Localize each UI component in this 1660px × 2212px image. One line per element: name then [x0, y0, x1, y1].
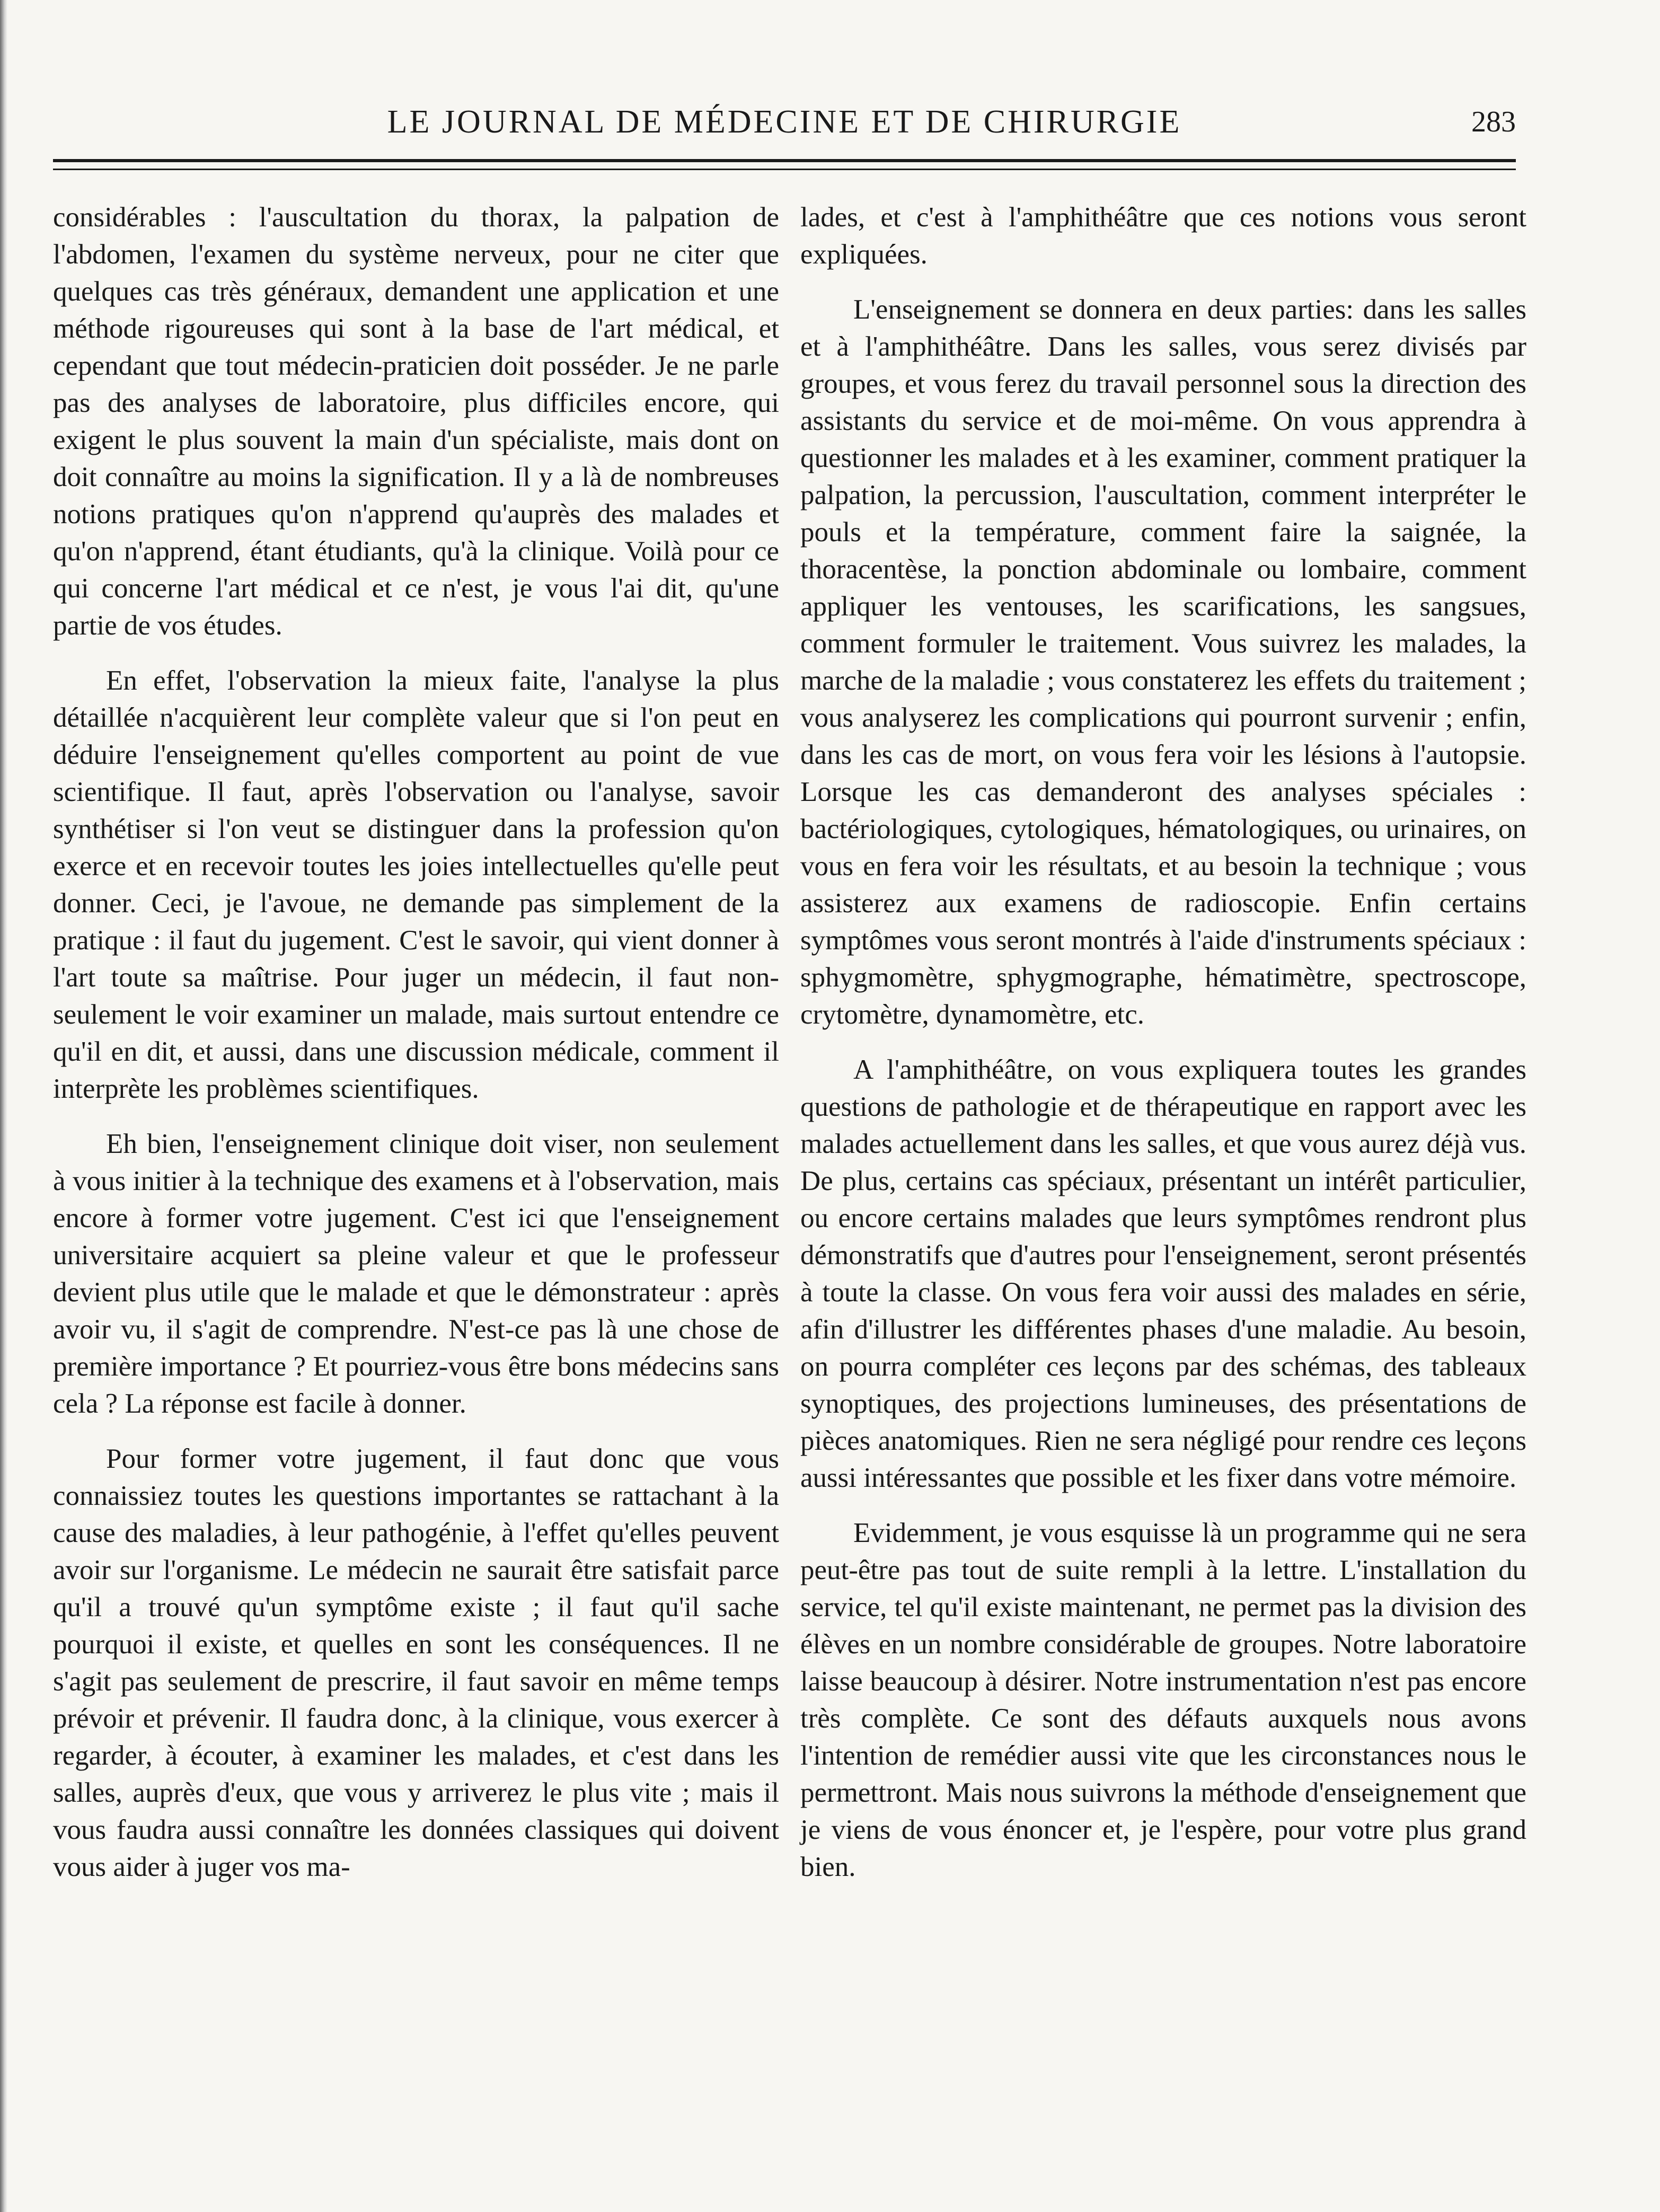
- running-title: LE JOURNAL DE MÉDECINE ET DE CHIRURGIE: [387, 104, 1182, 140]
- paragraph: considérables : l'auscultation du thorax, la palpation de l'abdomen, l'examen du système nerveux, pour ne citer que quelques cas très généraux, demandent une application et une méthode rigoureuses qui sont à la base de l'art médical, et cependant que tout médecin-praticien doit posséder. Je ne parle pas des analyses de laboratoire, plus difficiles encore, qui exigent le plus souvent la main d'un spécialiste, mais dont on doit connaître au moins la signification. Il y a là de nombreuses notions pratiques qu'on n'apprend qu'auprès des malades et qu'on n'apprend, étant étudiants, qu'à la clinique. Voilà pour ce qui concerne l'art médical et ce n'est, je vous l'ai dit, qu'une partie de vos études.: [53, 202, 779, 641]
- paragraph: Eh bien, l'enseignement clinique doit viser, non seulement à vous initier à la technique des examens et à l'observation, mais encore à former votre jugement. C'est ici que l'enseignement universitaire acquiert sa pleine valeur et que le professeur devient plus utile que le malade et que le démonstrateur : après avoir vu, il s'agit de comprendre. N'est-ce pas là une chose de première importance ? Et pourriez-vous être bons médecins sans cela ? La réponse est facile à donner.: [53, 1129, 779, 1419]
- left-column: [53, 199, 779, 1885]
- paragraph: A l'amphithéâtre, on vous expliquera toutes les grandes questions de pathologie et de thérapeutique en rapport avec les malades actuellement dans les salles, et que vous aurez déjà vus. De plus, certains cas spéciaux, présentant un intérêt particulier, ou encore certains malades que leurs symptômes rendront plus démonstratifs que d'autres pour l'enseignement, seront présentés à toute la classe. On vous fera voir aussi des malades en série, afin d'illustrer les différentes phases d'une maladie. Au besoin, on pourra compléter ces leçons par des schémas, des tableaux synoptiques, des projections lumineuses, des présentations de pièces anatomiques. Rien ne sera négligé pour rendre ces leçons aussi intéressantes que possible et les fixer dans votre mémoire.: [800, 1054, 1526, 1493]
- paragraph: En effet, l'observation la mieux faite, l'analyse la plus détaillée n'acquièrent leur complète valeur que si l'on peut en déduire l'enseignement qu'elles comportent au point de vue scientifique. Il faut, après l'observation ou l'analyse, savoir synthétiser si l'on veut se distinguer dans la profession qu'on exerce et en recevoir toutes les joies intellectuelles qu'elle peut donner. Ceci, je l'avoue, ne demande pas simplement de la pratique : il faut du jugement. C'est le savoir, qui vient donner à l'art toute sa maîtrise. Pour juger un médecin, il faut non-seulement le voir examiner un malade, mais surtout entendre ce qu'il en dit, et aussi, dans une discussion médicale, comment il interprète les problèmes scientifiques.: [53, 665, 779, 1104]
- paragraph: Evidemment, je vous esquisse là un programme qui ne sera peut-être pas tout de suite rempli à la lettre. L'installation du service, tel qu'il existe maintenant, ne permet pas la division des élèves en un nombre considérable de groupes. Notre laboratoire laisse beaucoup à désirer. Notre instrumentation n'est pas encore très complète. Ce sont des défauts auxquels nous avons l'intention de remédier aussi vite que les circonstances nous le permettront. Mais nous suivrons la méthode d'enseignement que je viens de vous énoncer et, je l'espère, pour votre plus grand bien.: [800, 1518, 1526, 1882]
- paragraph: L'enseignement se donnera en deux parties: dans les salles et à l'amphithéâtre. Dans les salles, vous serez divisés par groupes, et vous ferez du travail personnel sous la direction des assistants du service et de moi-même. On vous apprendra à questionner les malades et à les examiner, comment pratiquer la palpation, la percussion, l'auscultation, comment interpréter le pouls et la température, comment faire la saignée, la thoracentèse, la ponction abdominale ou lombaire, comment appliquer les ventouses, les scarifications, les sangsues, comment formuler le traitement. Vous suivrez les malades, la marche de la maladie ; vous constaterez les effets du traitement ; vous analyserez les complications qui pourront survenir ; enfin, dans les cas de mort, on vous fera voir les lésions à l'autopsie. Lorsque les cas demanderont des analyses spéciales : bactériologiques, cytologiques, hématologiques, ou urinaires, on vous en fera voir les résultats, et au besoin la technique ; vous assisterez aux examens de radioscopie. Enfin certains symptômes vous seront montrés à l'aide d'instruments spéciaux : sphygmomètre, sphygmographe, hématimètre, spectroscope, crytomètre, dynamomètre, etc.: [800, 294, 1526, 1030]
- page-header: [53, 101, 1516, 148]
- page-binding-edge: [0, 0, 7, 2212]
- header-rule-thick: [53, 159, 1516, 162]
- page-number: 283: [1471, 105, 1516, 138]
- paragraph: lades, et c'est à l'amphithéâtre que ces notions vous seront expliquées.: [800, 202, 1526, 270]
- right-column: [800, 199, 1526, 1885]
- header-rule-thin: [53, 169, 1516, 170]
- header-rule: [53, 159, 1516, 174]
- paragraph: Pour former votre jugement, il faut donc que vous connaissiez toutes les questions importantes se rattachant à la cause des maladies, à leur pathogénie, à l'effet qu'elles peuvent avoir sur l'organisme. Le médecin ne saurait être satisfait parce qu'il a trouvé qu'un symptôme existe ; il faut qu'il sache pourquoi il existe, et quelles en sont les conséquences. Il ne s'agit pas seulement de prescrire, il faut savoir en même temps prévoir et prévenir. Il faudra donc, à la clinique, vous exercer à regarder, à écouter, à examiner les malades, et c'est dans les salles, auprès d'eux, que vous y arriverez le plus vite ; mais il vous faudra aussi connaître les données classiques qui doivent vous aider à juger vos ma-: [53, 1443, 779, 1882]
